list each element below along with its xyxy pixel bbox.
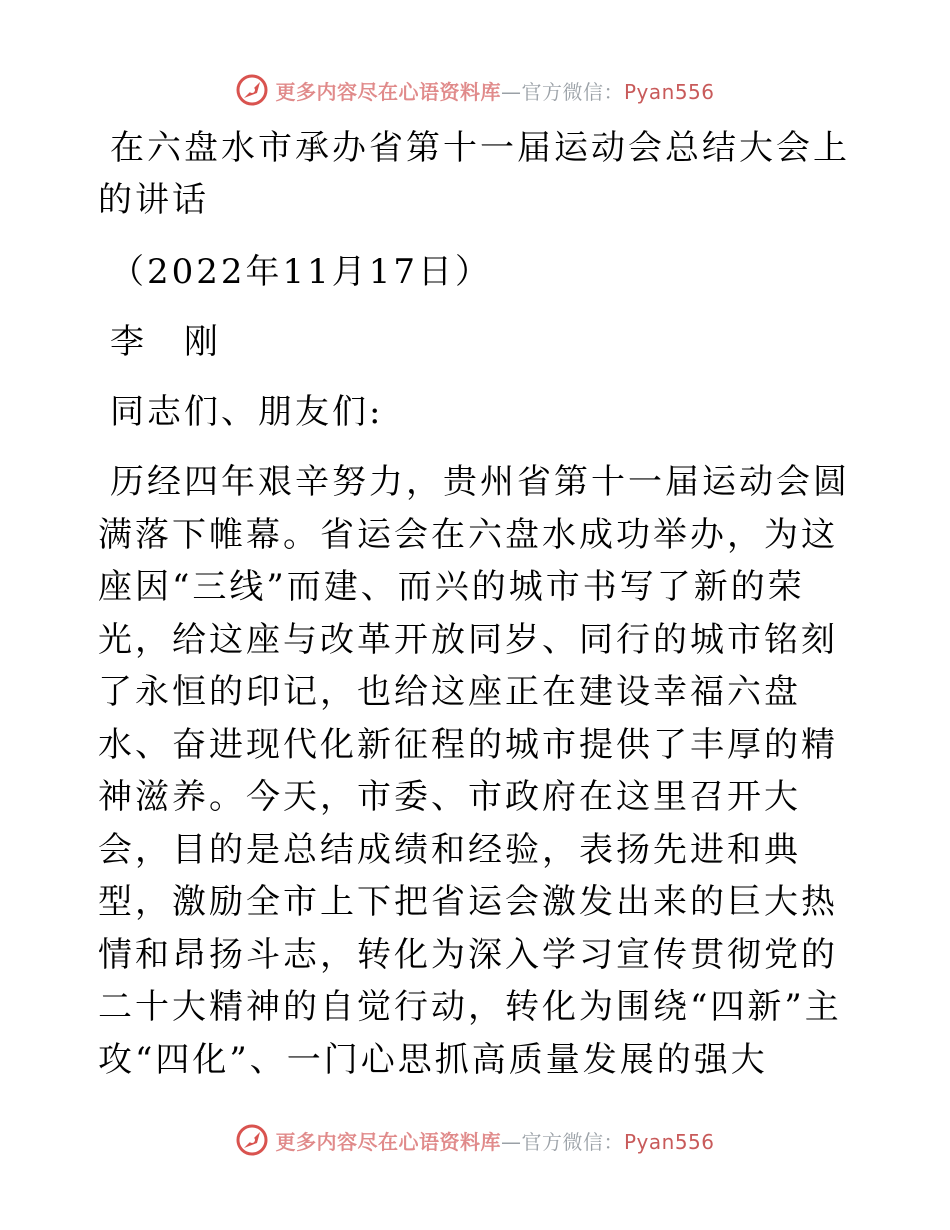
quill-logo-icon (235, 1123, 269, 1157)
watermark-text (275, 76, 714, 105)
quill-logo-icon (235, 73, 269, 107)
doc-author: 李 刚 (110, 322, 221, 362)
doc-title: 在六盘水市承办省第十一届运动会总结大会上的讲话 (98, 128, 850, 220)
watermark-main: 更多内容尽在心语资料库 (275, 79, 501, 104)
footer-watermark (0, 1120, 950, 1160)
watermark-dash: — (500, 1129, 522, 1154)
header-watermark (0, 70, 950, 110)
watermark-text (275, 1126, 714, 1155)
watermark-side: 官方微信： (521, 79, 624, 104)
document-body (98, 122, 858, 1086)
doc-paragraph: 历经四年艰辛努力，贵州省第十一届运动会圆满落下帷幕。省运会在六盘水成功举办，为这座因“三线”而建、而兴的城市书写了新的荣光，给这座与改革开放同岁、同行的城市铭刻了永恒的印记，也给这座正在建设幸福六盘水、奋进现代化新征程的城市提供了丰厚的精神滋养。今天，市委、市政府在这里召开大会，目的是总结成绩和经验，表扬先进和典型，激励全市上下把省运会激发出来的巨大热情和昂扬斗志，转化为深入学习宣传贯彻党的二十大精神的自觉行动，转化为围绕“四新”主攻“四化”、一门心思抓高质量发展的强大 (98, 462, 850, 1080)
watermark-id: Pyan556 (623, 1129, 715, 1154)
watermark-id: Pyan556 (623, 79, 715, 104)
doc-greeting: 同志们、朋友们: (110, 392, 384, 432)
doc-date: （2022年11月17日） (110, 252, 493, 292)
watermark-side: 官方微信： (521, 1129, 624, 1154)
watermark-main: 更多内容尽在心语资料库 (275, 1129, 501, 1154)
watermark-dash: — (500, 79, 522, 104)
